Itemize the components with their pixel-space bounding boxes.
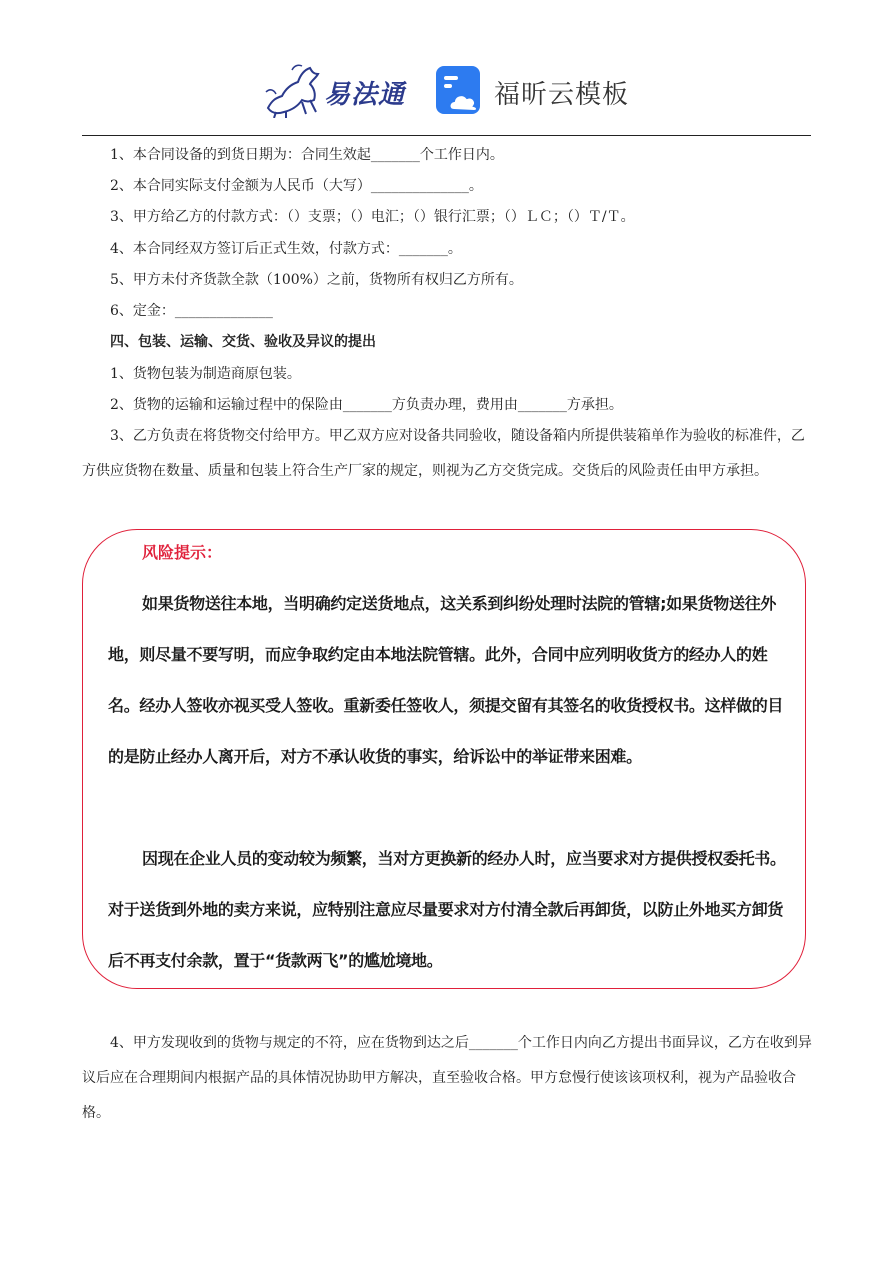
- cloud-document-icon: [436, 64, 486, 116]
- clause-effective: 4、本合同经双方签订后正式生效，付款方式：_______。: [110, 241, 462, 257]
- qilin-icon: [262, 62, 324, 118]
- clause-payment-method: 3、甲方给乙方的付款方式：（）支票；（）电汇；（）银行汇票；（）ＬＣ；（）Ｔ/Ｔ。: [110, 209, 635, 225]
- fuxin-logo: [436, 64, 636, 116]
- risk-notice-paragraph-1: 如果货物送往本地，当明确约定送货地点，这关系到纠纷处理时法院的管辖;如果货物送往外地，则尽量不要写明，而应争取约定由本地法院管辖。此外，合同中应列明收货方的经办人的姓名。经办人签收亦视买受人签收。重新委任签收人，须提交留有其签名的收货授权书。这样做的目的是防止经办人离开后，对方不承认收货的事实，给诉讼中的举证带来困难。: [108, 594, 784, 766]
- section-item-acceptance: 3、乙方负责在将货物交付给甲方。甲乙双方应对设备共同验收，随设备箱内所提供装箱单作为验收的标准件，乙方供应货物在数量、质量和包装上符合生产厂家的规定，则视为乙方交货完成。交货后的风险责任由甲方承担。: [82, 428, 805, 479]
- clause-payment-amount: 2、本合同实际支付金额为人民币（大写）______________。: [110, 178, 483, 194]
- fuxin-logo-text: 福昕云模板: [494, 80, 630, 110]
- risk-notice-paragraph-2: 因现在企业人员的变动较为频繁，当对方更换新的经办人时，应当要求对方提供授权委托书。对于送货到外地的卖方来说，应特别注意应尽量要求对方付清全款后再卸货，以防止外地买方卸货后不再支付余款，置于“货款两飞”的尴尬境地。: [108, 849, 786, 970]
- yifatong-logo: [262, 62, 412, 118]
- header-divider: [82, 135, 811, 136]
- document-header: [0, 58, 893, 122]
- section-item-packaging: 1、货物包装为制造商原包装。: [110, 366, 301, 382]
- section-item-transport: 2、货物的运输和运输过程中的保险由_______方负责办理，费用由_______方承担。: [110, 397, 623, 413]
- risk-notice-title: 风险提示：: [142, 543, 223, 562]
- clause-deposit: 6、定金：______________: [110, 303, 273, 319]
- section-heading: 四、包装、运输、交货、验收及异议的提出: [110, 334, 376, 350]
- yifatong-logo-text: 易法通: [324, 80, 406, 110]
- clause-ownership: 5、甲方未付齐货款全款（100%）之前，货物所有权归乙方所有。: [110, 272, 523, 288]
- section-item-objection: 4、甲方发现收到的货物与规定的不符，应在货物到达之后_______个工作日内向乙方提出书面异议，乙方在收到异议后应在合理期间内根据产品的具体情况协助甲方解决，直至验收合格。甲方怠慢行使该该项权利，视为产品验收合格。: [82, 1035, 812, 1121]
- clause-delivery-date: 1、本合同设备的到货日期为：合同生效起_______个工作日内。: [110, 147, 504, 163]
